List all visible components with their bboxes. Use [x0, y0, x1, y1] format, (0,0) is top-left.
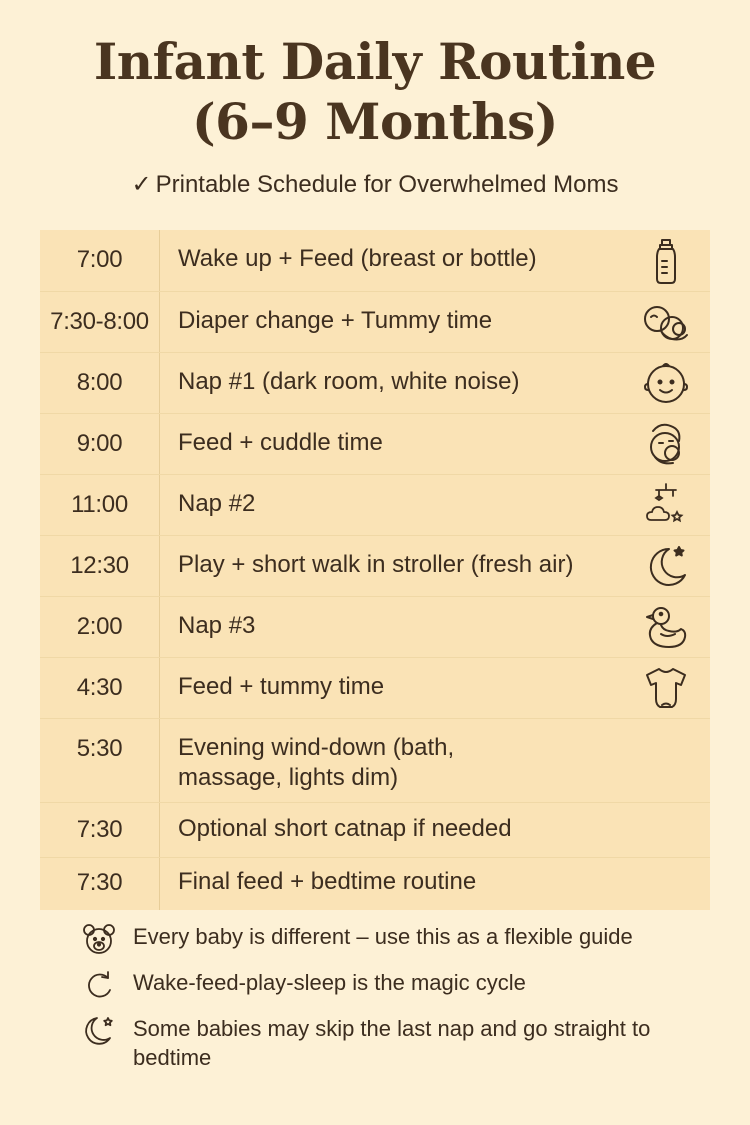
schedule-time: 4:30: [40, 658, 160, 718]
schedule-activity: Optional short catnap if needed: [178, 815, 512, 842]
schedule-activity: Feed + tummy time: [178, 673, 385, 700]
cuddle-icon: [639, 417, 693, 471]
note-text: Some babies may skip the last nap and go straight to bedtime: [133, 1016, 651, 1070]
schedule-time: 11:00: [40, 475, 160, 535]
schedule-time: 12:30: [40, 536, 160, 596]
baby-face-icon: [639, 356, 693, 410]
onesie-icon: [639, 661, 693, 715]
cycle-icon: [80, 968, 118, 1002]
schedule-activity: Nap #3: [178, 612, 256, 639]
schedule-activity: Wake up + Feed (breast or bottle): [178, 245, 537, 272]
schedule-row: [40, 414, 710, 475]
schedule-activity: Nap #2: [178, 490, 256, 517]
note-item: [80, 968, 720, 997]
moon-star-icon: [80, 1014, 118, 1048]
notes-list: [80, 922, 720, 1072]
schedule-time: 8:00: [40, 353, 160, 413]
schedule-row: [40, 292, 710, 353]
schedule-time: 7:30: [40, 803, 160, 857]
teddy-bear-icon: [80, 922, 118, 956]
schedule-row: [40, 353, 710, 414]
schedule-time: 5:30: [40, 719, 160, 802]
subtitle: [0, 170, 750, 199]
subtitle-text: Printable Schedule for Overwhelmed Moms: [155, 171, 619, 198]
baby-tummy-icon: [639, 295, 693, 349]
schedule-activity: Diaper change + Tummy time: [178, 307, 493, 334]
schedule-row: [40, 658, 710, 719]
schedule-table: [40, 230, 710, 910]
schedule-time: 7:00: [40, 230, 160, 291]
schedule-activity: Evening wind-down (bath, massage, lights dim): [178, 734, 455, 791]
note-item: [80, 1014, 720, 1072]
note-item: [80, 922, 720, 951]
schedule-time: 7:30-8:00: [40, 292, 160, 352]
moon-star-icon: [639, 539, 693, 593]
schedule-row: [40, 858, 710, 910]
schedule-time: 7:30: [40, 858, 160, 910]
schedule-row: [40, 230, 710, 292]
bottle-icon: [639, 234, 693, 288]
duck-icon: [639, 600, 693, 654]
schedule-activity: Feed + cuddle time: [178, 429, 383, 456]
schedule-row: [40, 803, 710, 858]
schedule-row: [40, 536, 710, 597]
schedule-time: 9:00: [40, 414, 160, 474]
schedule-activity: Play + short walk in stroller (fresh air): [178, 551, 574, 578]
schedule-time: 2:00: [40, 597, 160, 657]
title-line-2: (6–9 Months): [192, 92, 558, 151]
schedule-activity: Final feed + bedtime routine: [178, 868, 477, 895]
page-title: [0, 32, 750, 152]
check-icon: ✓: [131, 171, 152, 198]
note-text: Wake-feed-play-sleep is the magic cycle: [133, 970, 526, 995]
schedule-row: [40, 719, 710, 803]
mobile-icon: [639, 478, 693, 532]
title-line-1: Infant Daily Routine: [93, 32, 657, 91]
schedule-activity: Nap #1 (dark room, white noise): [178, 368, 520, 395]
note-text: Every baby is different – use this as a flexible guide: [133, 924, 633, 949]
schedule-row: [40, 597, 710, 658]
schedule-row: [40, 475, 710, 536]
